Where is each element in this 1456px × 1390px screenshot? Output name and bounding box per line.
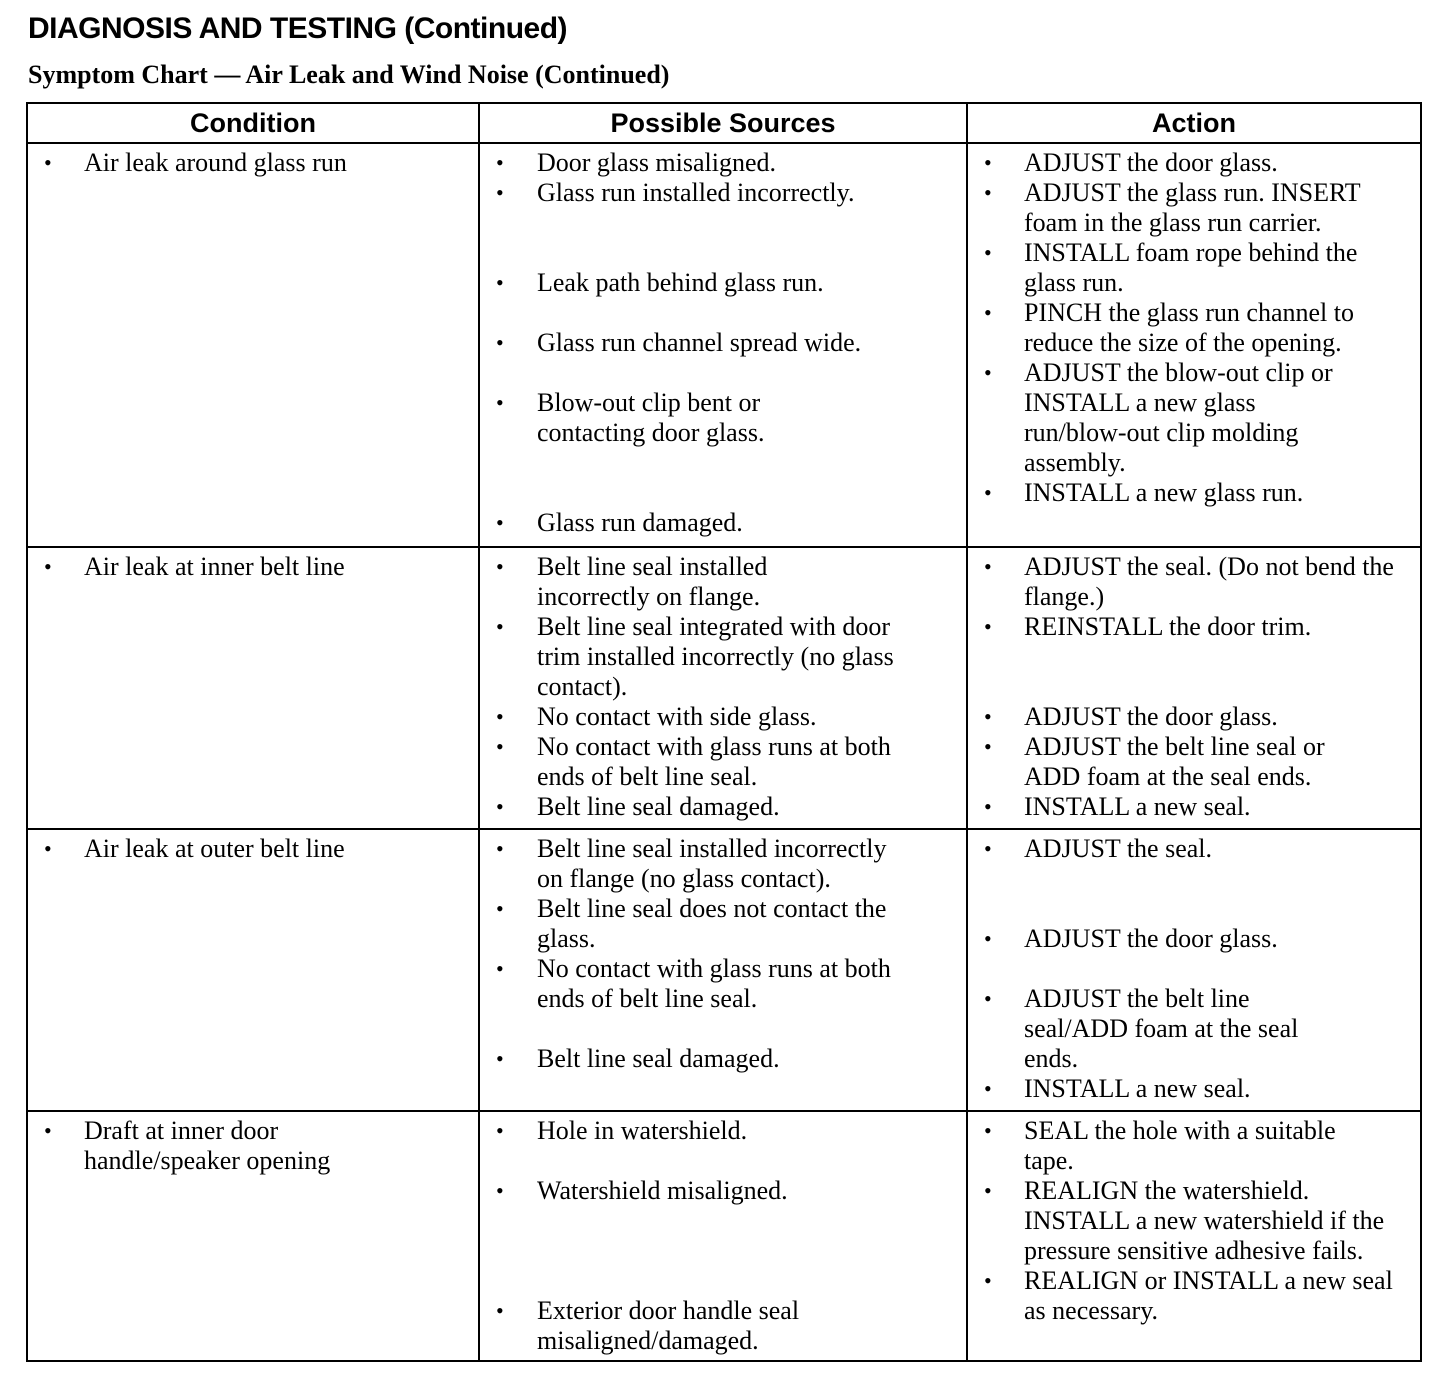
source-item: • Exterior door handle seal misaligned/damaged. xyxy=(480,1296,847,1356)
action-item: • REINSTALL the door trim. xyxy=(968,612,1414,642)
table-header-row xyxy=(27,103,1421,143)
source-item: • Glass run damaged. xyxy=(480,508,960,538)
action-item: • REALIGN the watershield. INSTALL a new watershield if the pressure sensitive adhesive fails. xyxy=(968,1176,1394,1266)
column-header-possible-sources: Possible Sources xyxy=(479,103,967,143)
source-item: • No contact with glass runs at both ends of belt line seal. xyxy=(480,732,897,792)
source-item: • Leak path behind glass run. xyxy=(480,268,960,298)
action-item: • ADJUST the door glass. xyxy=(968,702,1414,732)
action-item: • ADJUST the door glass. xyxy=(968,148,1414,178)
condition-text: • Draft at inner door handle/speaker opening xyxy=(28,1116,384,1176)
action-item: • ADJUST the seal. xyxy=(968,834,1414,864)
condition-cell xyxy=(27,829,479,1111)
source-item: • Belt line seal does not contact the glass. xyxy=(480,894,907,954)
condition-text: • Air leak around glass run xyxy=(28,148,472,178)
source-item: • Hole in watershield. xyxy=(480,1116,960,1146)
actions-cell xyxy=(967,1111,1421,1361)
column-header-action: Action xyxy=(967,103,1421,143)
action-item: • INSTALL a new glass run. xyxy=(968,478,1414,508)
source-item: • Watershield misaligned. xyxy=(480,1176,960,1206)
action-item: • ADJUST the glass run. INSERT foam in the glass run carrier. xyxy=(968,178,1384,238)
sources-cell xyxy=(479,143,967,547)
sources-cell xyxy=(479,547,967,829)
actions-cell xyxy=(967,829,1421,1111)
action-item: • INSTALL a new seal. xyxy=(968,1074,1414,1104)
action-item: • ADJUST the belt line seal/ADD foam at the seal ends. xyxy=(968,984,1344,1074)
condition-cell xyxy=(27,1111,479,1361)
source-item: • No contact with glass runs at both ends of belt line seal. xyxy=(480,954,897,1014)
symptom-chart-title: Symptom Chart — Air Leak and Wind Noise (Continued) xyxy=(28,60,670,89)
action-item: • INSTALL foam rope behind the glass run. xyxy=(968,238,1369,298)
source-item: • Blow-out clip bent or contacting door glass. xyxy=(480,388,797,448)
column-header-condition: Condition xyxy=(27,103,479,143)
symptom-chart-table xyxy=(26,102,1422,1362)
page-title: DIAGNOSIS AND TESTING (Continued) xyxy=(28,12,568,45)
action-item: • SEAL the hole with a suitable tape. xyxy=(968,1116,1384,1176)
source-item: • Door glass misaligned. xyxy=(480,148,960,178)
table-row xyxy=(27,547,1421,829)
condition-text: • Air leak at inner belt line xyxy=(28,552,472,582)
source-item: • Belt line seal damaged. xyxy=(480,1044,960,1074)
source-item: • Glass run channel spread wide. xyxy=(480,328,960,358)
source-item: • No contact with side glass. xyxy=(480,702,960,732)
condition-text: • Air leak at outer belt line xyxy=(28,834,472,864)
condition-cell xyxy=(27,547,479,829)
action-item: • ADJUST the door glass. xyxy=(968,924,1414,954)
table-row xyxy=(27,143,1421,547)
action-item: • ADJUST the belt line seal or ADD foam at the seal ends. xyxy=(968,732,1374,792)
condition-cell xyxy=(27,143,479,547)
source-item: • Belt line seal installed incorrectly on flange (no glass contact). xyxy=(480,834,917,894)
source-item: • Belt line seal installed incorrectly on flange. xyxy=(480,552,807,612)
action-item: • ADJUST the blow-out clip or INSTALL a new glass run/blow-out clip molding assembly. xyxy=(968,358,1364,478)
actions-cell xyxy=(967,547,1421,829)
actions-cell xyxy=(967,143,1421,547)
action-item: • REALIGN or INSTALL a new seal as necessary. xyxy=(968,1266,1394,1326)
source-item: • Belt line seal integrated with door trim installed incorrectly (no glass contact). xyxy=(480,612,907,702)
table-row xyxy=(27,829,1421,1111)
source-item: • Glass run installed incorrectly. xyxy=(480,178,960,208)
sources-cell xyxy=(479,829,967,1111)
source-item: • Belt line seal damaged. xyxy=(480,792,960,822)
action-item: • PINCH the glass run channel to reduce the size of the opening. xyxy=(968,298,1414,358)
action-item: • INSTALL a new seal. xyxy=(968,792,1414,822)
action-item: • ADJUST the seal. (Do not bend the flange.) xyxy=(968,552,1414,612)
sources-cell xyxy=(479,1111,967,1361)
table-row xyxy=(27,1111,1421,1361)
